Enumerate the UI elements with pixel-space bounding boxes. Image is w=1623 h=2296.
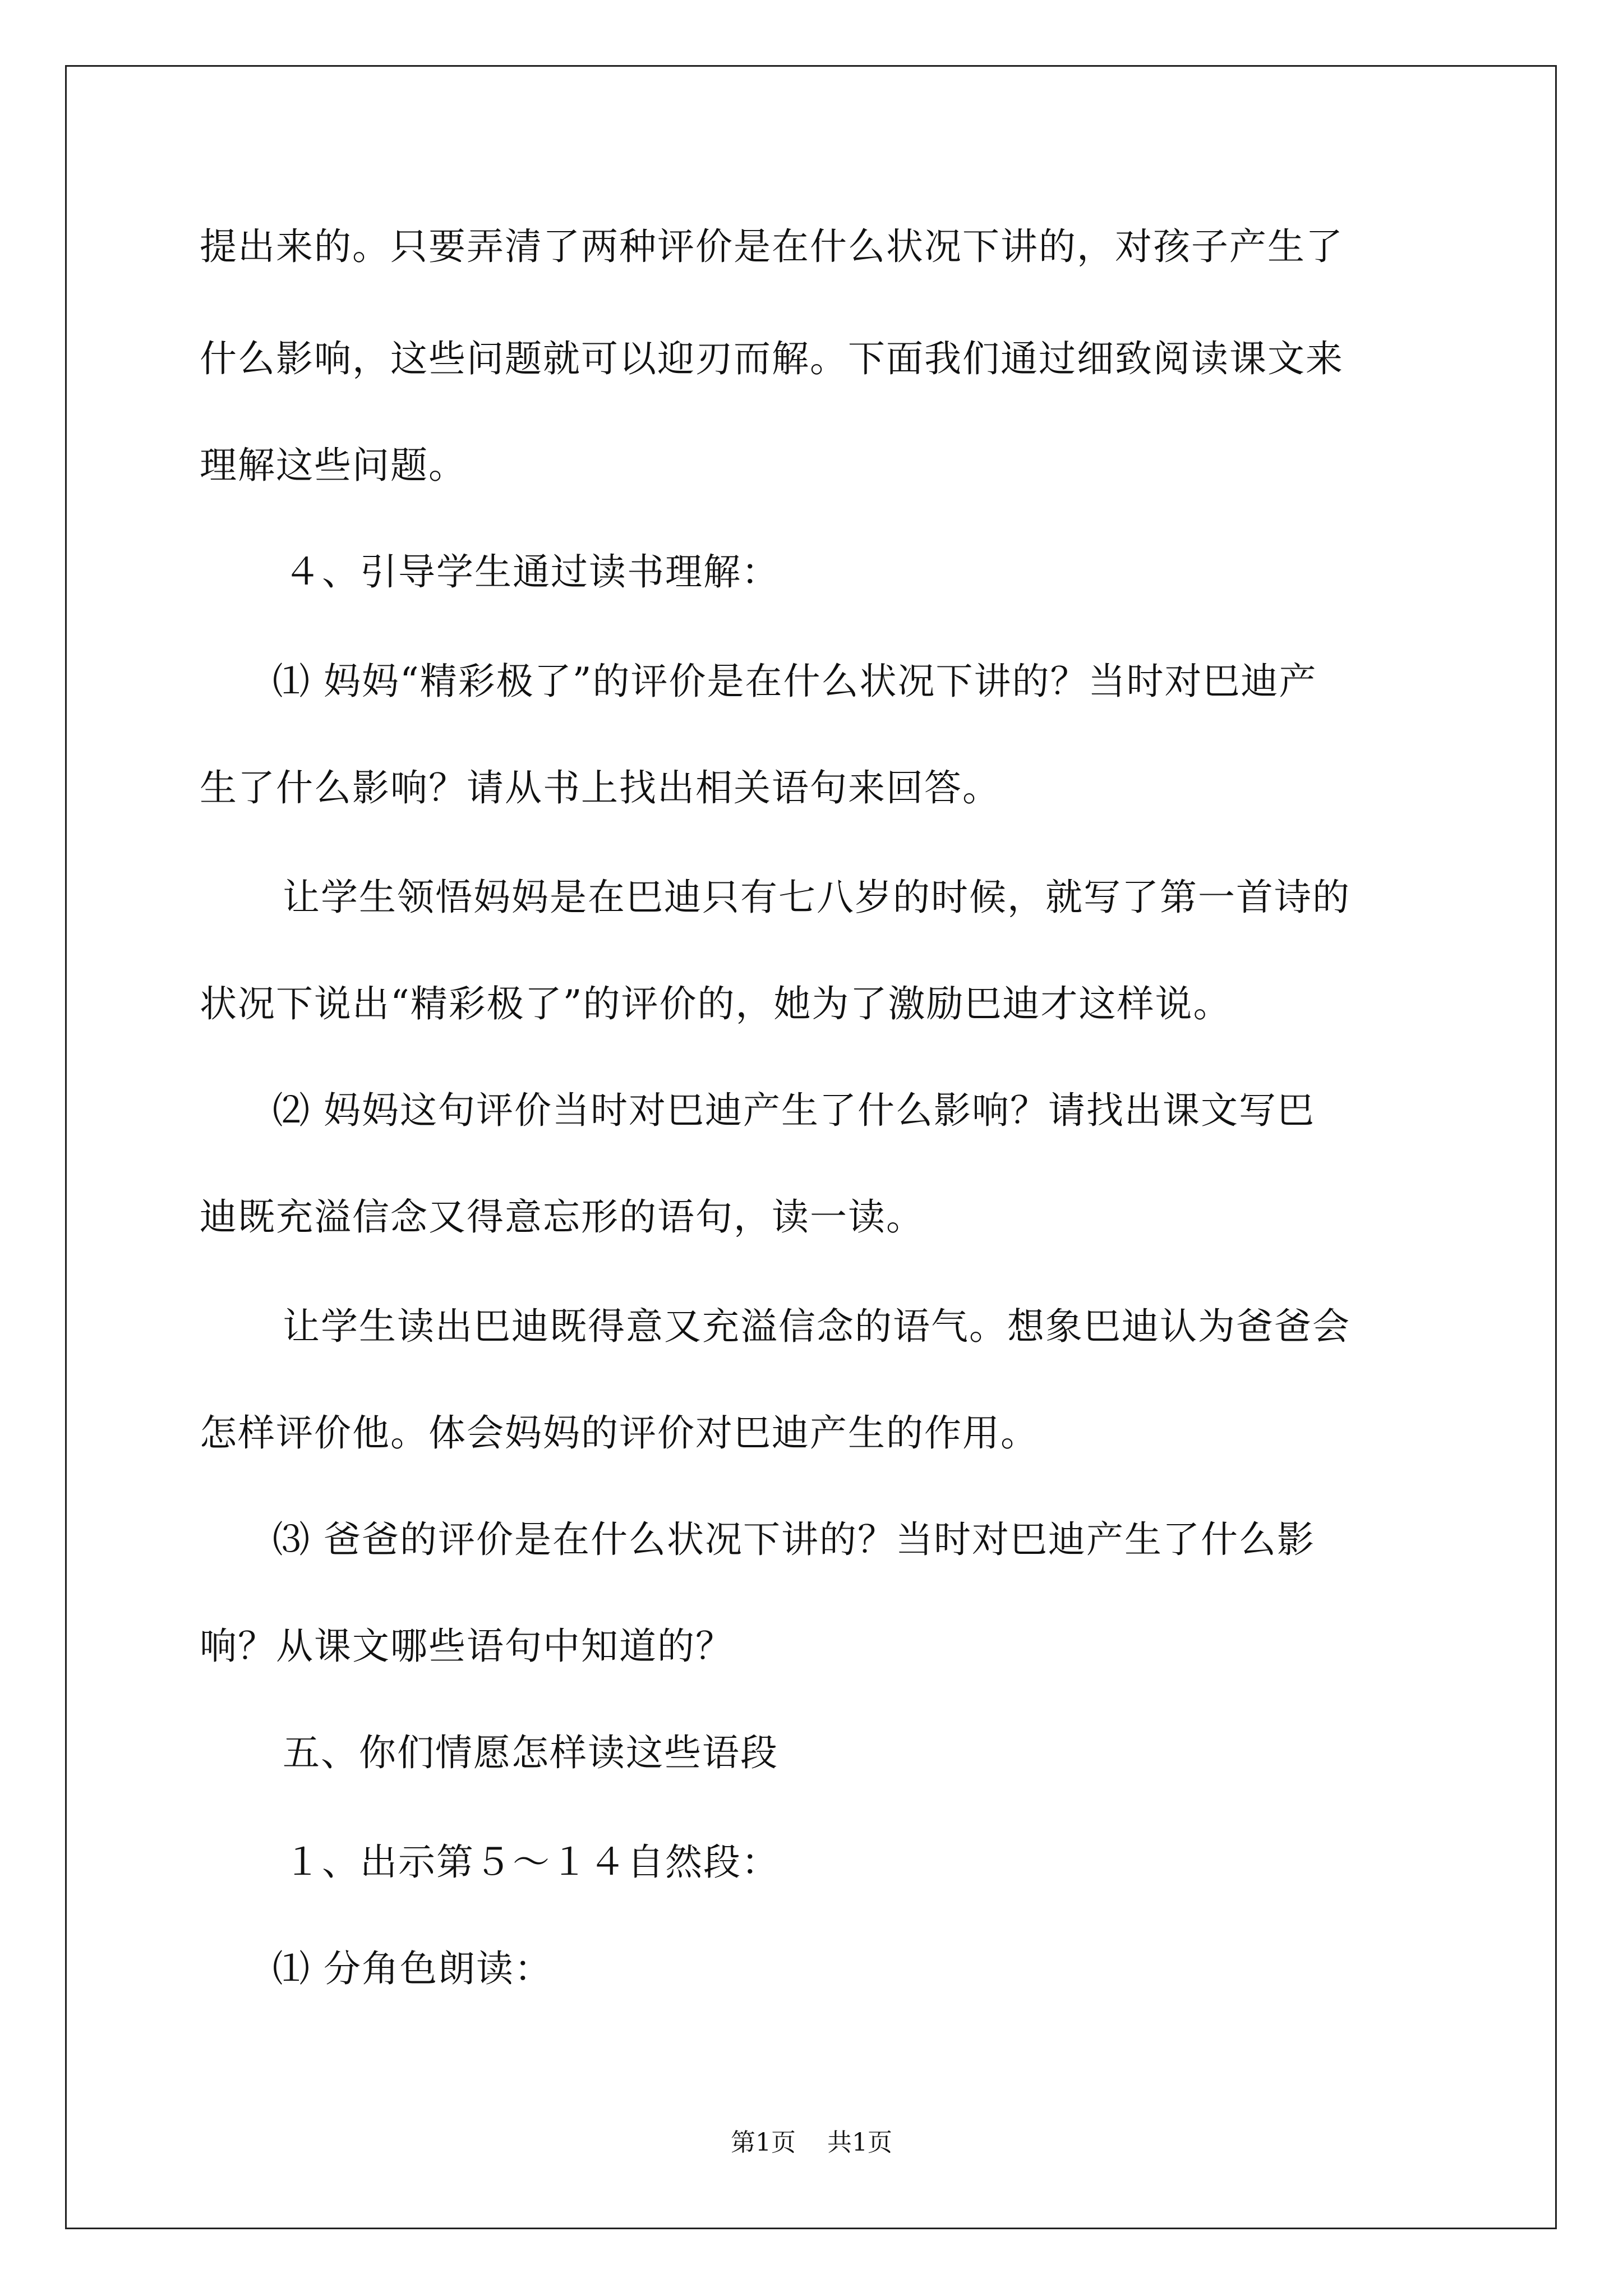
text-line-7: 让学生领悟妈妈是在巴迪只有七八岁的时候，就写了第一首诗的 <box>283 876 1350 919</box>
page-border <box>65 65 1557 2229</box>
text-line-17: ⑴ 分角色朗读： <box>273 1947 552 1990</box>
page-footer: 第1页 共1页 <box>731 2128 892 2157</box>
text-line-10: 迪既充溢信念又得意忘形的语句，读一读。 <box>200 1195 924 1239</box>
text-line-16: １、出示第５～１４自然段： <box>284 1841 780 1884</box>
text-line-3: 理解这些问题。 <box>200 444 467 487</box>
text-line-13: ⑶ 爸爸的评价是在什么状况下讲的？当时对巴迪产生了什么影 <box>273 1518 1315 1561</box>
text-line-1: 提出来的。只要弄清了两种评价是在什么状况下讲的，对孩子产生了 <box>200 225 1344 268</box>
text-line-2: 什么影响，这些问题就可以迎刃而解。下面我们通过细致阅读课文来 <box>200 337 1344 380</box>
text-line-8: 状况下说出“精彩极了”的评价的，她为了激励巴迪才这样说。 <box>200 982 1232 1025</box>
text-line-11: 让学生读出巴迪既得意又充溢信念的语气。想象巴迪认为爸爸会 <box>283 1305 1350 1348</box>
text-line-5: ⑴ 妈妈“精彩极了”的评价是在什么状况下讲的？当时对巴迪产 <box>273 660 1317 703</box>
text-line-14: 响？从课文哪些语句中知道的？ <box>200 1625 734 1668</box>
section-heading: 五、你们情愿怎样读这些语段 <box>283 1731 778 1774</box>
text-line-6: 生了什么影响？请从书上找出相关语句来回答。 <box>200 766 1000 809</box>
text-line-12: 怎样评价他。体会妈妈的评价对巴迪产生的作用。 <box>200 1411 1039 1455</box>
text-line-9: ⑵ 妈妈这句评价当时对巴迪产生了什么影响？请找出课文写巴 <box>273 1089 1315 1132</box>
text-line-4: ４、引导学生通过读书理解： <box>284 550 780 593</box>
